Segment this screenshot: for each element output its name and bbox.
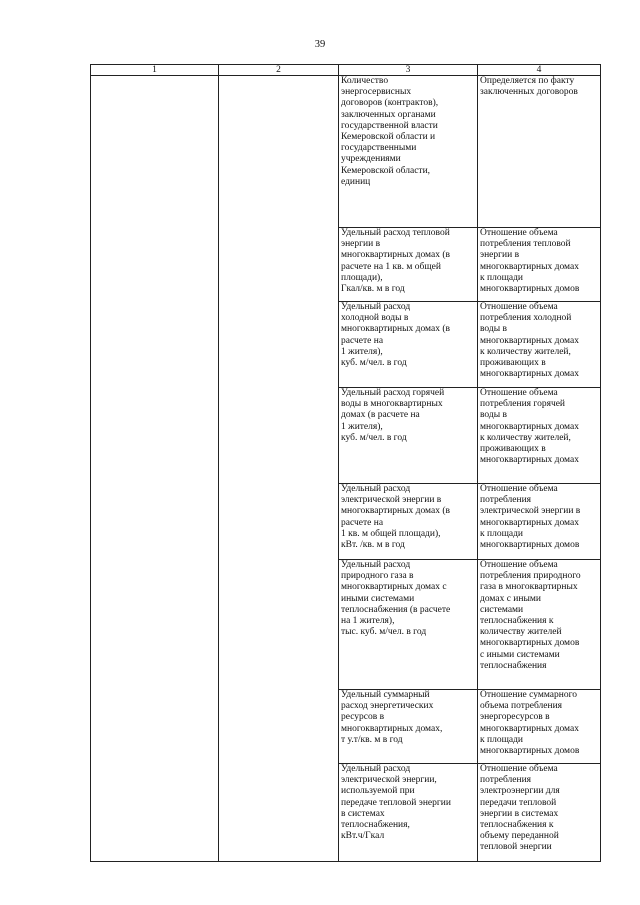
method-cell (478, 484, 601, 560)
header-row (91, 65, 601, 76)
method-text: Отношение объема потребления электроэнергии для передачи тепловой энергии в системах теплоснабжения к объему переданной тепловой энергии (480, 764, 560, 853)
indicator-text: Удельный расход электрической энергии, используемой при передаче тепловой энергии в системах теплоснабжения, кВт.ч/Гкал (341, 764, 451, 842)
method-text: Определяется по факту заключенных договоров (480, 76, 578, 98)
indicator-cell (339, 302, 478, 388)
indicator-text: Удельный расход природного газа в многоквартирных домах с иными системами теплоснабжения (в расчете на 1 жителя), тыс. куб. м/чел. в год (341, 560, 451, 638)
method-text: Отношение объема потребления природного газа в многоквартирных домах с иными системами теплоснабжения к количеству жителей многоквартирных домов с иными системами теплоснабжения (480, 560, 581, 671)
indicator-cell (339, 388, 478, 484)
indicator-cell (339, 764, 478, 862)
table-row (91, 76, 601, 228)
indicator-cell (339, 560, 478, 690)
indicator-cell (339, 76, 478, 228)
method-cell (478, 228, 601, 302)
method-text: Отношение суммарного объема потребления энергоресурсов в многоквартирных домах к площади многоквартирных домов (480, 690, 580, 757)
method-cell (478, 560, 601, 690)
indicator-cell (339, 690, 478, 764)
method-text: Отношение объема потребления холодной воды в многоквартирных домах к количеству жителей, проживающих в многоквартирных домах (480, 302, 579, 380)
column-header-1: 1 (91, 65, 219, 76)
method-cell (478, 388, 601, 484)
indicator-text: Удельный расход горячей воды в многоквартирных домах (в расчете на 1 жителя), куб. м/чел. в год (341, 388, 445, 443)
indicator-text: Удельный расход тепловой энергии в многоквартирных домах (в расчете на 1 кв. м общей площади), Гкал/кв. м в год (341, 228, 450, 295)
method-cell (478, 76, 601, 228)
indicator-text: Удельный расход электрической энергии в многоквартирных домах (в расчете на 1 кв. м общей площади), кВт. /кв. м в год (341, 484, 450, 551)
indicator-cell (339, 228, 478, 302)
method-text: Отношение объема потребления тепловой энергии в многоквартирных домах к площади многоквартирных домов (480, 228, 580, 295)
indicator-text: Количество энергосервисных договоров (контрактов), заключенных органами государственной власти Кемеровской области и государственными учреждениями Кемеровской области, единиц (341, 76, 439, 187)
method-text: Отношение объема потребления горячей воды в многоквартирных домах к количеству жителей, проживающих в многоквартирных домах (480, 388, 579, 466)
indicators-table (90, 64, 601, 862)
column-1-cell (91, 76, 219, 862)
page-number: 39 (314, 39, 326, 50)
method-text: Отношение объема потребления электрической энергии в многоквартирных домах к площади многоквартирных домов (480, 484, 581, 551)
method-cell (478, 302, 601, 388)
indicator-text: Удельный суммарный расход энергетических ресурсов в многоквартирных домах, т у.т/кв. м в год (341, 690, 443, 745)
column-2-cell (219, 76, 339, 862)
indicator-text: Удельный расход холодной воды в многоквартирных домах (в расчете на 1 жителя), куб. м/чел. в год (341, 302, 450, 369)
indicator-cell (339, 484, 478, 560)
method-cell (478, 690, 601, 764)
column-header-2: 2 (219, 65, 339, 76)
column-header-4: 4 (478, 65, 601, 76)
method-cell (478, 764, 601, 862)
column-header-3: 3 (339, 65, 478, 76)
